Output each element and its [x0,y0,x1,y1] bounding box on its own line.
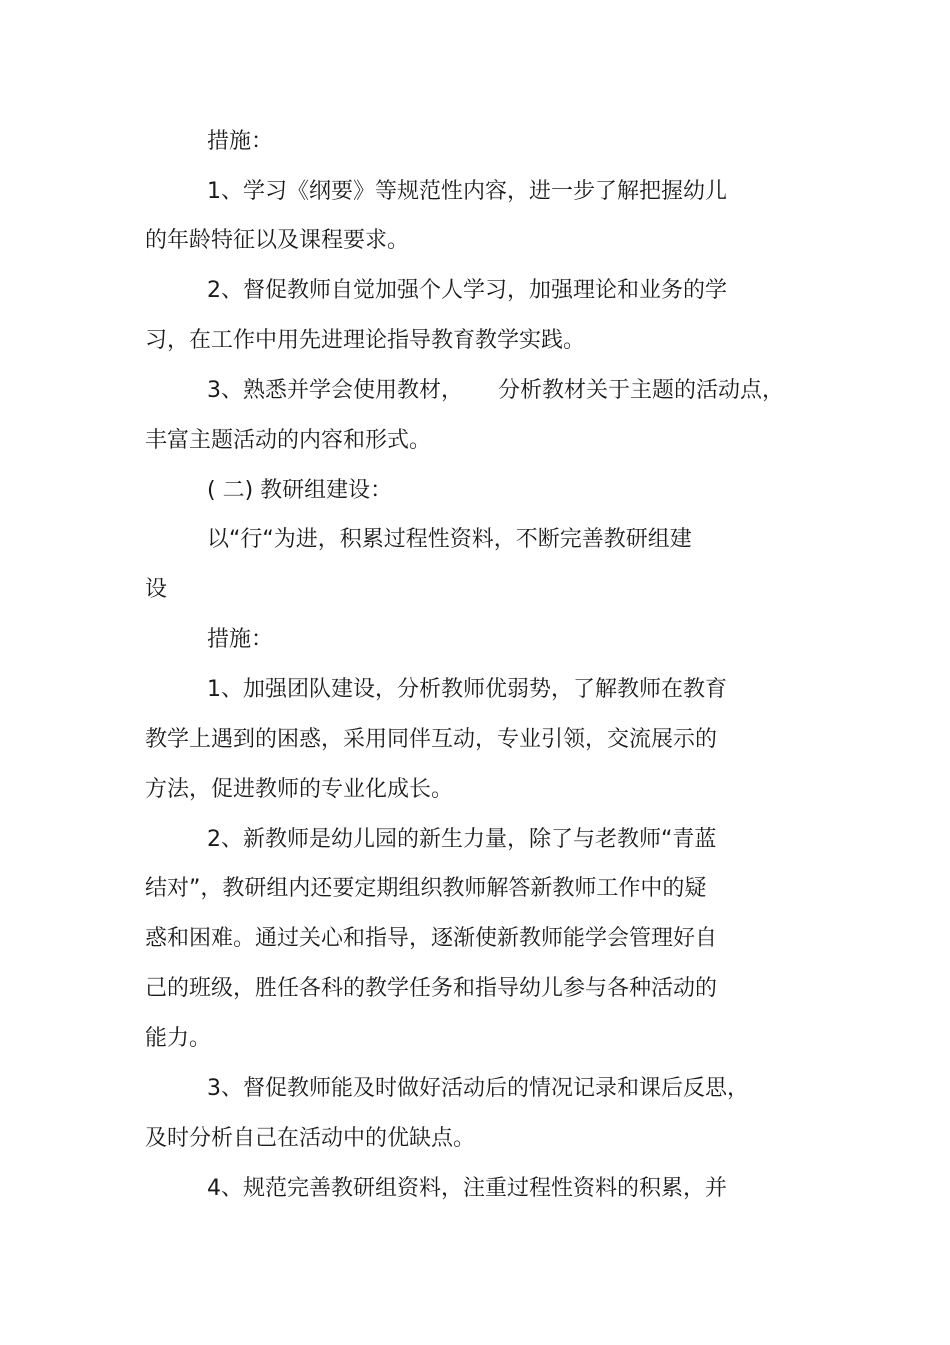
paragraph-line: 己的班级，胜任各科的教学任务和指导幼儿参与各种活动的 [145,976,718,1001]
paragraph-line: 丰富主题活动的内容和形式。 [145,428,432,453]
paragraph-line: 2、新教师是幼儿园的新生力量，除了与老教师“青蓝 [207,827,717,852]
paragraph-line: 教学上遇到的困惑，采用同伴互动，专业引领，交流展示的 [145,727,718,752]
paragraph-line: 3、熟悉并学会使用教材， 分析教材关于主题的活动点， [207,378,784,403]
paragraph-line: 方法，促进教师的专业化成长。 [145,777,454,802]
paragraph-line: 及时分析自己在活动中的优缺点。 [145,1126,476,1151]
paragraph-line: 结对”，教研组内还要定期组织教师解答新教师工作中的疑 [145,876,707,901]
paragraph-line: 4、规范完善教研组资料，注重过程性资料的积累，并 [207,1176,727,1201]
paragraph-line: 的年龄特征以及课程要求。 [145,228,410,253]
measures-heading-1: 措施： [207,129,274,154]
section-heading: ( 二) 教研组建设： [207,478,393,503]
paragraph-line: 以“行“为进，积累过程性资料，不断完善教研组建 [207,527,692,552]
paragraph-line: 能力。 [145,1026,212,1051]
paragraph-line: 3、督促教师能及时做好活动后的情况记录和课后反思， [207,1076,749,1101]
paragraph-line: 惑和困难。通过关心和指导，逐渐使新教师能学会管理好自 [145,926,718,951]
measures-heading-2: 措施： [207,627,274,652]
paragraph-line: 2、督促教师自觉加强个人学习，加强理论和业务的学 [207,278,727,303]
paragraph-line: 设 [145,577,168,602]
paragraph-line: 习，在工作中用先进理论指导教育教学实践。 [145,328,586,353]
paragraph-line: 1、加强团队建设，分析教师优弱势，了解教师在教育 [207,677,727,702]
paragraph-line: 1、学习《纲要》等规范性内容，进一步了解把握幼儿 [207,179,727,204]
